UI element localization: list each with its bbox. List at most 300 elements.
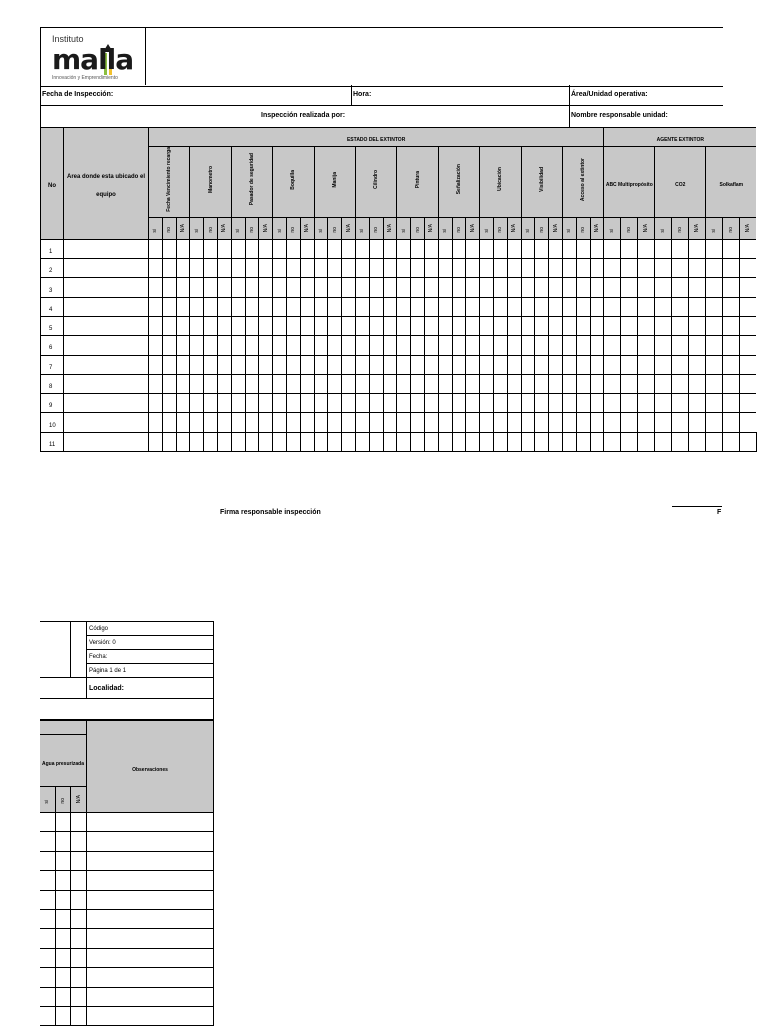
check-cell[interactable]	[507, 413, 521, 432]
check-cell[interactable]	[549, 278, 563, 297]
check-cell[interactable]	[438, 336, 452, 355]
check-cell[interactable]	[590, 316, 604, 335]
check-cell[interactable]	[300, 374, 314, 393]
area-cell[interactable]	[64, 239, 149, 258]
check-cell[interactable]	[706, 432, 723, 451]
check-cell[interactable]	[672, 413, 689, 432]
check-cell[interactable]	[424, 355, 438, 374]
check-cell[interactable]	[176, 316, 190, 335]
check-cell[interactable]	[162, 259, 176, 278]
check-cell[interactable]	[176, 355, 190, 374]
check-cell[interactable]	[259, 316, 273, 335]
check-cell[interactable]	[493, 239, 507, 258]
check-cell[interactable]	[424, 239, 438, 258]
check-cell[interactable]	[452, 394, 466, 413]
check-cell[interactable]	[162, 394, 176, 413]
check-cell[interactable]	[521, 259, 535, 278]
check-cell[interactable]	[204, 297, 218, 316]
check-cell[interactable]	[273, 432, 287, 451]
check-cell[interactable]	[621, 336, 638, 355]
check-cell[interactable]	[521, 374, 535, 393]
check-cell[interactable]	[204, 336, 218, 355]
check-cell[interactable]	[562, 413, 576, 432]
check-cell[interactable]	[740, 316, 757, 335]
check-cell[interactable]	[217, 336, 231, 355]
check-cell[interactable]	[162, 355, 176, 374]
check-cell[interactable]	[655, 316, 672, 335]
check-cell[interactable]	[314, 239, 328, 258]
check-cell[interactable]	[55, 909, 71, 928]
check-cell[interactable]	[438, 259, 452, 278]
check-cell[interactable]	[590, 259, 604, 278]
check-cell[interactable]	[190, 432, 204, 451]
observaciones-cell[interactable]	[87, 1006, 214, 1025]
check-cell[interactable]	[314, 394, 328, 413]
check-cell[interactable]	[369, 278, 383, 297]
check-cell[interactable]	[328, 316, 342, 335]
check-cell[interactable]	[604, 278, 621, 297]
check-cell[interactable]	[549, 355, 563, 374]
check-cell[interactable]	[369, 374, 383, 393]
check-cell[interactable]	[411, 297, 425, 316]
check-cell[interactable]	[706, 316, 723, 335]
check-cell[interactable]	[245, 278, 259, 297]
check-cell[interactable]	[549, 297, 563, 316]
check-cell[interactable]	[480, 432, 494, 451]
check-cell[interactable]	[638, 394, 655, 413]
check-cell[interactable]	[397, 259, 411, 278]
check-cell[interactable]	[438, 374, 452, 393]
check-cell[interactable]	[689, 413, 706, 432]
check-cell[interactable]	[355, 355, 369, 374]
observaciones-cell[interactable]	[87, 871, 214, 890]
check-cell[interactable]	[672, 316, 689, 335]
check-cell[interactable]	[342, 355, 356, 374]
check-cell[interactable]	[162, 336, 176, 355]
check-cell[interactable]	[723, 259, 740, 278]
check-cell[interactable]	[411, 239, 425, 258]
check-cell[interactable]	[723, 278, 740, 297]
check-cell[interactable]	[190, 297, 204, 316]
check-cell[interactable]	[521, 239, 535, 258]
check-cell[interactable]	[397, 413, 411, 432]
check-cell[interactable]	[424, 432, 438, 451]
check-cell[interactable]	[314, 355, 328, 374]
check-cell[interactable]	[480, 336, 494, 355]
check-cell[interactable]	[273, 413, 287, 432]
check-cell[interactable]	[689, 278, 706, 297]
check-cell[interactable]	[480, 297, 494, 316]
check-cell[interactable]	[638, 297, 655, 316]
check-cell[interactable]	[149, 297, 163, 316]
check-cell[interactable]	[672, 355, 689, 374]
check-cell[interactable]	[355, 239, 369, 258]
check-cell[interactable]	[590, 336, 604, 355]
check-cell[interactable]	[273, 374, 287, 393]
check-cell[interactable]	[40, 948, 55, 967]
check-cell[interactable]	[397, 297, 411, 316]
check-cell[interactable]	[314, 316, 328, 335]
check-cell[interactable]	[369, 239, 383, 258]
check-cell[interactable]	[204, 355, 218, 374]
check-cell[interactable]	[286, 316, 300, 335]
check-cell[interactable]	[149, 394, 163, 413]
check-cell[interactable]	[245, 355, 259, 374]
check-cell[interactable]	[562, 374, 576, 393]
check-cell[interactable]	[655, 432, 672, 451]
check-cell[interactable]	[204, 413, 218, 432]
check-cell[interactable]	[466, 374, 480, 393]
check-cell[interactable]	[411, 336, 425, 355]
check-cell[interactable]	[369, 316, 383, 335]
check-cell[interactable]	[723, 316, 740, 335]
check-cell[interactable]	[383, 413, 397, 432]
check-cell[interactable]	[71, 1006, 87, 1025]
check-cell[interactable]	[672, 278, 689, 297]
check-cell[interactable]	[231, 297, 245, 316]
check-cell[interactable]	[162, 278, 176, 297]
observaciones-cell[interactable]	[87, 832, 214, 851]
check-cell[interactable]	[397, 355, 411, 374]
check-cell[interactable]	[521, 316, 535, 335]
area-cell[interactable]	[64, 278, 149, 297]
check-cell[interactable]	[231, 336, 245, 355]
check-cell[interactable]	[590, 432, 604, 451]
check-cell[interactable]	[286, 278, 300, 297]
check-cell[interactable]	[466, 297, 480, 316]
check-cell[interactable]	[689, 259, 706, 278]
check-cell[interactable]	[604, 355, 621, 374]
check-cell[interactable]	[204, 278, 218, 297]
check-cell[interactable]	[259, 394, 273, 413]
check-cell[interactable]	[328, 394, 342, 413]
check-cell[interactable]	[621, 278, 638, 297]
check-cell[interactable]	[424, 413, 438, 432]
check-cell[interactable]	[55, 851, 71, 870]
check-cell[interactable]	[328, 374, 342, 393]
observaciones-cell[interactable]	[87, 851, 214, 870]
check-cell[interactable]	[411, 355, 425, 374]
check-cell[interactable]	[535, 316, 549, 335]
check-cell[interactable]	[549, 336, 563, 355]
check-cell[interactable]	[452, 278, 466, 297]
check-cell[interactable]	[273, 355, 287, 374]
check-cell[interactable]	[149, 316, 163, 335]
check-cell[interactable]	[535, 394, 549, 413]
check-cell[interactable]	[369, 336, 383, 355]
check-cell[interactable]	[480, 278, 494, 297]
check-cell[interactable]	[621, 394, 638, 413]
check-cell[interactable]	[273, 336, 287, 355]
check-cell[interactable]	[466, 394, 480, 413]
check-cell[interactable]	[314, 413, 328, 432]
check-cell[interactable]	[549, 413, 563, 432]
check-cell[interactable]	[740, 355, 757, 374]
check-cell[interactable]	[576, 432, 590, 451]
check-cell[interactable]	[493, 355, 507, 374]
check-cell[interactable]	[162, 432, 176, 451]
check-cell[interactable]	[493, 259, 507, 278]
check-cell[interactable]	[300, 394, 314, 413]
observaciones-cell[interactable]	[87, 948, 214, 967]
check-cell[interactable]	[176, 278, 190, 297]
check-cell[interactable]	[576, 297, 590, 316]
check-cell[interactable]	[355, 394, 369, 413]
check-cell[interactable]	[231, 259, 245, 278]
check-cell[interactable]	[452, 297, 466, 316]
check-cell[interactable]	[55, 832, 71, 851]
check-cell[interactable]	[452, 336, 466, 355]
area-cell[interactable]	[64, 259, 149, 278]
check-cell[interactable]	[355, 336, 369, 355]
check-cell[interactable]	[480, 316, 494, 335]
check-cell[interactable]	[300, 413, 314, 432]
check-cell[interactable]	[493, 278, 507, 297]
check-cell[interactable]	[424, 336, 438, 355]
check-cell[interactable]	[493, 374, 507, 393]
check-cell[interactable]	[621, 413, 638, 432]
check-cell[interactable]	[621, 239, 638, 258]
check-cell[interactable]	[342, 316, 356, 335]
check-cell[interactable]	[190, 394, 204, 413]
check-cell[interactable]	[176, 297, 190, 316]
check-cell[interactable]	[638, 336, 655, 355]
check-cell[interactable]	[397, 239, 411, 258]
check-cell[interactable]	[342, 374, 356, 393]
check-cell[interactable]	[521, 297, 535, 316]
check-cell[interactable]	[71, 968, 87, 987]
check-cell[interactable]	[507, 336, 521, 355]
check-cell[interactable]	[576, 336, 590, 355]
check-cell[interactable]	[424, 316, 438, 335]
check-cell[interactable]	[689, 432, 706, 451]
check-cell[interactable]	[328, 336, 342, 355]
check-cell[interactable]	[740, 432, 757, 451]
check-cell[interactable]	[176, 432, 190, 451]
check-cell[interactable]	[466, 355, 480, 374]
check-cell[interactable]	[245, 297, 259, 316]
check-cell[interactable]	[176, 239, 190, 258]
check-cell[interactable]	[689, 394, 706, 413]
check-cell[interactable]	[259, 239, 273, 258]
check-cell[interactable]	[342, 336, 356, 355]
check-cell[interactable]	[149, 259, 163, 278]
check-cell[interactable]	[273, 297, 287, 316]
check-cell[interactable]	[672, 374, 689, 393]
check-cell[interactable]	[638, 259, 655, 278]
check-cell[interactable]	[549, 239, 563, 258]
area-cell[interactable]	[64, 336, 149, 355]
check-cell[interactable]	[300, 239, 314, 258]
check-cell[interactable]	[300, 278, 314, 297]
check-cell[interactable]	[55, 987, 71, 1006]
check-cell[interactable]	[383, 278, 397, 297]
check-cell[interactable]	[300, 432, 314, 451]
check-cell[interactable]	[521, 278, 535, 297]
area-cell[interactable]	[64, 432, 149, 451]
check-cell[interactable]	[273, 278, 287, 297]
check-cell[interactable]	[466, 259, 480, 278]
check-cell[interactable]	[149, 278, 163, 297]
check-cell[interactable]	[723, 355, 740, 374]
check-cell[interactable]	[245, 413, 259, 432]
check-cell[interactable]	[190, 413, 204, 432]
check-cell[interactable]	[562, 336, 576, 355]
check-cell[interactable]	[521, 355, 535, 374]
check-cell[interactable]	[723, 336, 740, 355]
check-cell[interactable]	[383, 394, 397, 413]
check-cell[interactable]	[706, 297, 723, 316]
check-cell[interactable]	[71, 909, 87, 928]
check-cell[interactable]	[286, 432, 300, 451]
check-cell[interactable]	[706, 374, 723, 393]
check-cell[interactable]	[604, 259, 621, 278]
check-cell[interactable]	[672, 336, 689, 355]
check-cell[interactable]	[355, 278, 369, 297]
check-cell[interactable]	[706, 239, 723, 258]
check-cell[interactable]	[452, 413, 466, 432]
check-cell[interactable]	[245, 374, 259, 393]
check-cell[interactable]	[521, 413, 535, 432]
check-cell[interactable]	[655, 239, 672, 258]
check-cell[interactable]	[672, 239, 689, 258]
check-cell[interactable]	[190, 316, 204, 335]
check-cell[interactable]	[480, 374, 494, 393]
area-cell[interactable]	[64, 374, 149, 393]
check-cell[interactable]	[466, 316, 480, 335]
check-cell[interactable]	[71, 929, 87, 948]
check-cell[interactable]	[590, 374, 604, 393]
check-cell[interactable]	[507, 278, 521, 297]
check-cell[interactable]	[217, 374, 231, 393]
check-cell[interactable]	[149, 374, 163, 393]
check-cell[interactable]	[723, 239, 740, 258]
check-cell[interactable]	[480, 413, 494, 432]
check-cell[interactable]	[576, 239, 590, 258]
check-cell[interactable]	[217, 278, 231, 297]
check-cell[interactable]	[149, 239, 163, 258]
check-cell[interactable]	[507, 297, 521, 316]
observaciones-cell[interactable]	[87, 890, 214, 909]
check-cell[interactable]	[562, 259, 576, 278]
check-cell[interactable]	[590, 297, 604, 316]
check-cell[interactable]	[493, 297, 507, 316]
observaciones-cell[interactable]	[87, 929, 214, 948]
check-cell[interactable]	[40, 968, 55, 987]
check-cell[interactable]	[162, 239, 176, 258]
check-cell[interactable]	[328, 259, 342, 278]
check-cell[interactable]	[204, 259, 218, 278]
check-cell[interactable]	[355, 316, 369, 335]
check-cell[interactable]	[576, 355, 590, 374]
check-cell[interactable]	[71, 987, 87, 1006]
area-cell[interactable]	[64, 316, 149, 335]
check-cell[interactable]	[604, 316, 621, 335]
check-cell[interactable]	[397, 336, 411, 355]
check-cell[interactable]	[204, 432, 218, 451]
check-cell[interactable]	[480, 394, 494, 413]
check-cell[interactable]	[740, 336, 757, 355]
check-cell[interactable]	[71, 813, 87, 832]
check-cell[interactable]	[162, 413, 176, 432]
check-cell[interactable]	[562, 394, 576, 413]
check-cell[interactable]	[314, 278, 328, 297]
check-cell[interactable]	[604, 432, 621, 451]
check-cell[interactable]	[621, 374, 638, 393]
check-cell[interactable]	[149, 355, 163, 374]
check-cell[interactable]	[383, 239, 397, 258]
check-cell[interactable]	[71, 832, 87, 851]
check-cell[interactable]	[576, 316, 590, 335]
check-cell[interactable]	[655, 413, 672, 432]
observaciones-cell[interactable]	[87, 968, 214, 987]
check-cell[interactable]	[286, 259, 300, 278]
check-cell[interactable]	[438, 355, 452, 374]
check-cell[interactable]	[369, 413, 383, 432]
check-cell[interactable]	[204, 239, 218, 258]
check-cell[interactable]	[740, 259, 757, 278]
check-cell[interactable]	[689, 316, 706, 335]
check-cell[interactable]	[286, 374, 300, 393]
check-cell[interactable]	[723, 413, 740, 432]
check-cell[interactable]	[300, 259, 314, 278]
check-cell[interactable]	[328, 239, 342, 258]
check-cell[interactable]	[411, 316, 425, 335]
check-cell[interactable]	[231, 278, 245, 297]
check-cell[interactable]	[273, 316, 287, 335]
check-cell[interactable]	[638, 355, 655, 374]
check-cell[interactable]	[176, 413, 190, 432]
check-cell[interactable]	[328, 297, 342, 316]
check-cell[interactable]	[40, 1006, 55, 1025]
check-cell[interactable]	[535, 239, 549, 258]
check-cell[interactable]	[535, 259, 549, 278]
check-cell[interactable]	[493, 336, 507, 355]
check-cell[interactable]	[411, 394, 425, 413]
check-cell[interactable]	[328, 413, 342, 432]
check-cell[interactable]	[259, 432, 273, 451]
check-cell[interactable]	[217, 394, 231, 413]
check-cell[interactable]	[286, 336, 300, 355]
check-cell[interactable]	[638, 316, 655, 335]
check-cell[interactable]	[706, 336, 723, 355]
check-cell[interactable]	[411, 432, 425, 451]
check-cell[interactable]	[706, 394, 723, 413]
check-cell[interactable]	[273, 239, 287, 258]
check-cell[interactable]	[438, 278, 452, 297]
check-cell[interactable]	[55, 1006, 71, 1025]
check-cell[interactable]	[655, 336, 672, 355]
check-cell[interactable]	[231, 374, 245, 393]
check-cell[interactable]	[672, 297, 689, 316]
check-cell[interactable]	[342, 413, 356, 432]
check-cell[interactable]	[424, 394, 438, 413]
check-cell[interactable]	[466, 239, 480, 258]
check-cell[interactable]	[245, 316, 259, 335]
check-cell[interactable]	[231, 432, 245, 451]
check-cell[interactable]	[740, 297, 757, 316]
check-cell[interactable]	[217, 259, 231, 278]
check-cell[interactable]	[55, 871, 71, 890]
check-cell[interactable]	[217, 316, 231, 335]
check-cell[interactable]	[452, 432, 466, 451]
check-cell[interactable]	[638, 432, 655, 451]
check-cell[interactable]	[452, 259, 466, 278]
check-cell[interactable]	[621, 259, 638, 278]
check-cell[interactable]	[480, 259, 494, 278]
check-cell[interactable]	[342, 432, 356, 451]
check-cell[interactable]	[245, 239, 259, 258]
